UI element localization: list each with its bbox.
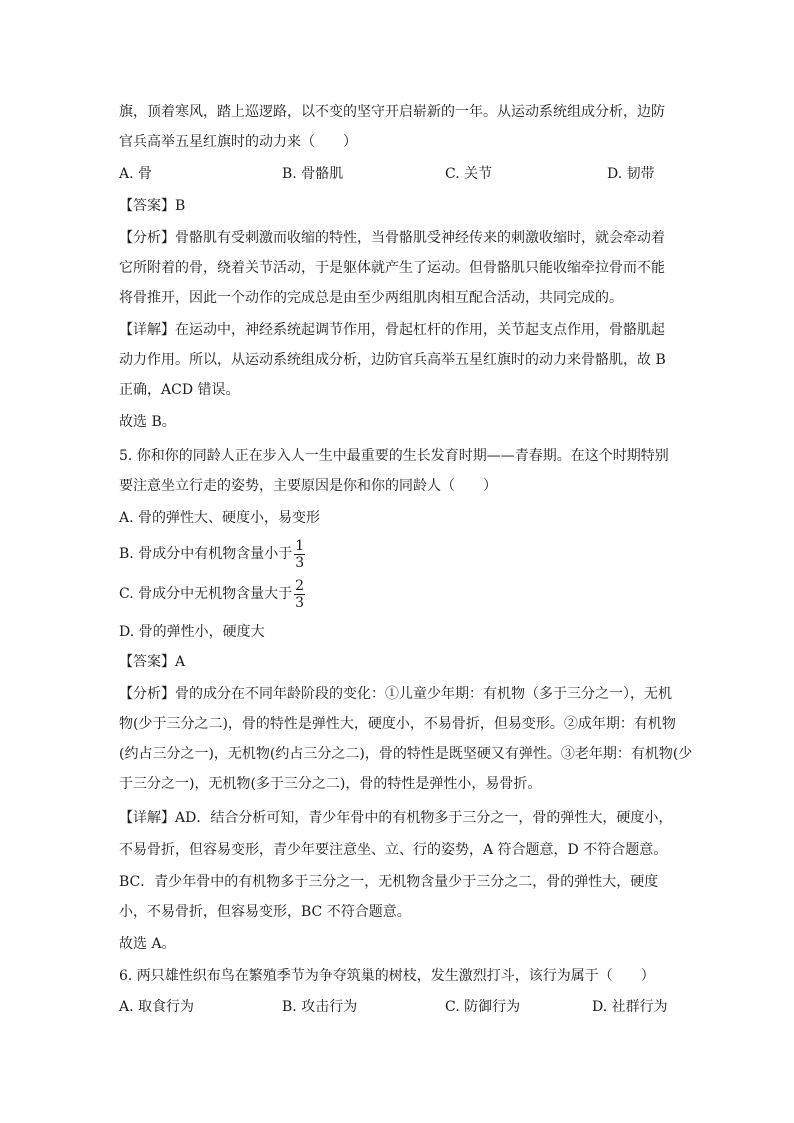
fraction-denominator: 3 xyxy=(295,594,305,611)
q4-option-a: A. 骨 xyxy=(119,166,153,182)
q5-stem-line2: 要注意坐立行走的姿势，主要原因是你和你的同龄人（ ） xyxy=(119,478,497,494)
q4-answer: 【答案】B xyxy=(119,198,186,214)
q4-option-c: C. 关节 xyxy=(445,166,493,182)
q5-option-c xyxy=(119,576,305,612)
q5-conclusion: 故选 A。 xyxy=(119,936,176,952)
q5-analysis-line4: 于三分之一)，无机物(多于三分之二)，骨的特性是弹性小，易骨折。 xyxy=(119,776,542,792)
q5-detail-line3: BC．青少年骨中的有机物多于三分之一，无机物含量少于三分之二，骨的弹性大，硬度 xyxy=(119,874,659,890)
q6-stem: 6. 两只雄性织布鸟在繁殖季节为争夺筑巢的树枝，发生激烈打斗，该行为属于（ ） xyxy=(119,968,655,984)
q4-analysis-line1: 【分析】骨骼肌有受刺激而收缩的特性，当骨骼肌受神经传来的刺激收缩时，就会牵动着 xyxy=(119,230,665,246)
q4-conclusion: 故选 B。 xyxy=(119,414,176,430)
q5-detail-line1: 【详解】AD．结合分析可知，青少年骨中的有机物多于三分之一，骨的弹性大，硬度小， xyxy=(119,810,673,826)
q5-detail-line2: 不易骨折，但容易变形，青少年要注意坐、立、行的姿势，A 符合题意，D 不符合题意。 xyxy=(119,842,668,858)
q4-detail-line3: 正确，ACD 错误。 xyxy=(119,382,240,398)
fraction-one-third xyxy=(294,539,305,570)
q5-option-c-text: C. 骨成分中无机物含量大于 xyxy=(119,586,293,602)
q6-option-d: D. 社群行为 xyxy=(592,999,668,1015)
q5-option-b xyxy=(119,536,305,572)
fraction-numerator: 1 xyxy=(295,537,305,554)
q5-analysis-line1: 【分析】骨的成分在不同年龄阶段的变化：①儿童少年期：有机物（多于三分之一），无机 xyxy=(119,686,672,702)
q6-option-c: C. 防御行为 xyxy=(445,999,521,1015)
q5-analysis-line2: 物(少于三分之二)，骨的特性是弹性大，硬度小，不易骨折，但易变形。②成年期：有机物 xyxy=(119,716,676,732)
fraction-two-thirds xyxy=(294,579,305,610)
q4-stem-line1: 旗，顶着寒风，踏上巡逻路，以不变的坚守开启崭新的一年。从运动系统组成分析，边防 xyxy=(119,104,665,120)
q5-analysis-line3: (约占三分之一)，无机物(约占三分之二)，骨的特性是既坚硬又有弹性。③老年期：有机物(少 xyxy=(119,746,693,762)
q5-answer: 【答案】A xyxy=(119,654,186,670)
fraction-denominator: 3 xyxy=(295,554,305,571)
q5-option-b-text: B. 骨成分中有机物含量小于 xyxy=(119,546,293,562)
q4-option-b: B. 骨骼肌 xyxy=(282,166,344,182)
q4-detail-line2: 动力作用。所以，从运动系统组成分析，边防官兵高举五星红旗时的动力来骨骼肌，故 B xyxy=(119,352,666,368)
q6-option-b: B. 攻击行为 xyxy=(282,999,358,1015)
q4-detail-line1: 【详解】在运动中，神经系统起调节作用，骨起杠杆的作用，关节起支点作用，骨骼肌起 xyxy=(119,322,665,338)
q5-stem-line1: 5. 你和你的同龄人正在步入人一生中最重要的生长发育时期——青春期。在这个时期特别 xyxy=(119,448,669,464)
q4-analysis-line2: 它所附着的骨，绕着关节活动，于是躯体就产生了运动。但骨骼肌只能收缩牵拉骨而不能 xyxy=(119,260,665,276)
q5-option-d: D. 骨的弹性小，硬度大 xyxy=(119,624,265,640)
q6-option-a: A. 取食行为 xyxy=(119,999,195,1015)
q4-option-d: D. 韧带 xyxy=(607,166,655,182)
q5-detail-line4: 小，不易骨折，但容易变形，BC 不符合题意。 xyxy=(119,904,411,920)
fraction-numerator: 2 xyxy=(295,577,305,594)
q4-analysis-line3: 将骨推开，因此一个动作的完成总是由至少两组肌肉相互配合活动，共同完成的。 xyxy=(119,290,623,306)
q5-option-a: A. 骨的弹性大、硬度小，易变形 xyxy=(119,510,321,526)
q4-stem-line2: 官兵高举五星红旗时的动力来（ ） xyxy=(119,134,357,150)
